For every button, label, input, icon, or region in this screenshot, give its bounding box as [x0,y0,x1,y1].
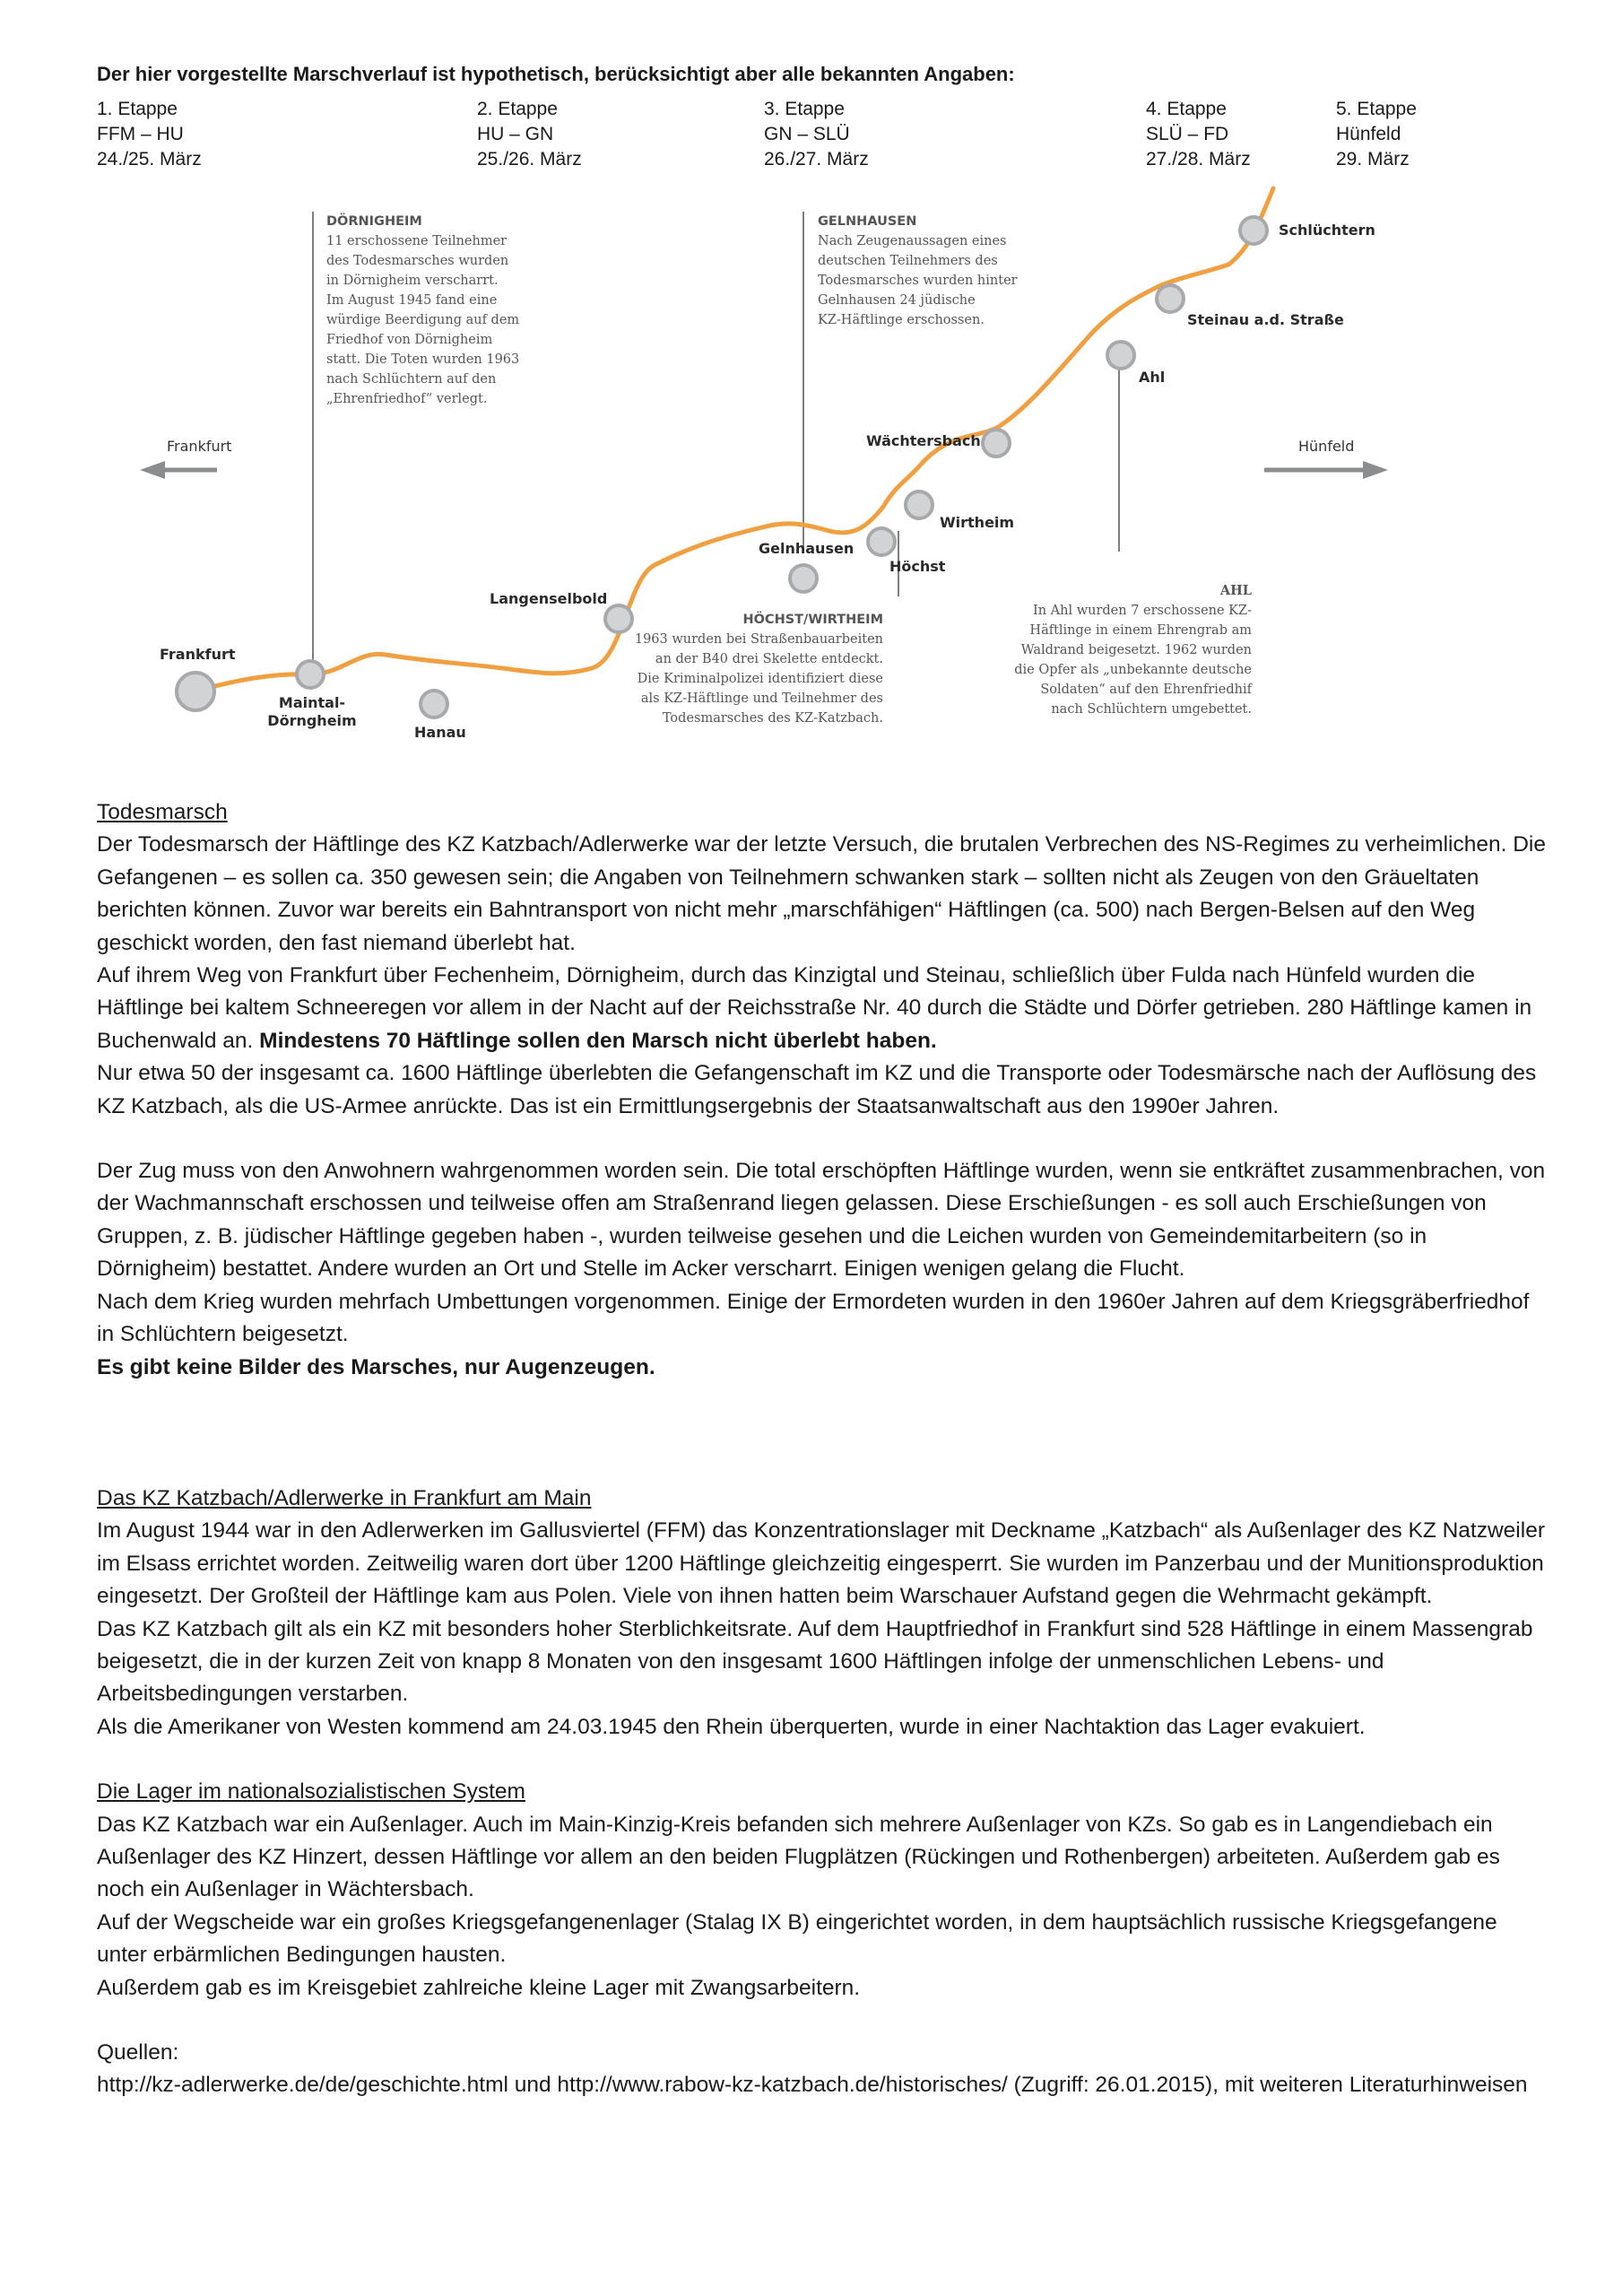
note-line: in Dörnigheim verscharrt. [326,274,499,288]
paragraph: Der Todesmarsch der Häftlinge des KZ Katzbach/Adlerwerke war der letzte Versuch, die brutalen Verbrechen des NS-Regimes zu verheimlichen. Die Gefangenen – es sollen ca. 350 gewesen sein; die Angaben von Teilnehmern schwanken stark – sollten nicht als Zeugen von den Gräueltaten berichten können. Zuvor war bereits ein Bahntransport von nicht mehr „marschfähigen“ Häftlingen (ca. 500) nach Bergen-Belsen auf den Weg geschickt worden, den fast niemand überlebt hat. [97,832,1546,955]
note-line: deutschen Teilnehmers des [818,254,998,268]
note-title: HÖCHST/WIRTHEIM [742,613,883,627]
heading-lager: Die Lager im nationalsozialistischen System [97,1779,525,1805]
place-label-ahl: Ahl [1139,369,1166,386]
stage-name: 5. Etappe [1336,99,1417,119]
stage-route: FFM – HU [97,124,184,144]
place-label-steinau: Steinau a.d. Straße [1187,311,1344,328]
sources-text: http://kz-adlerwerke.de/de/geschichte.html und http://www.rabow-kz-katzbach.de/historisches/ (Zugriff: 26.01.2015), mit weiteren Literaturhinweisen [97,2073,1528,2098]
stage-3 [764,97,869,172]
place-label-wirtheim: Wirtheim [940,514,1015,531]
heading-todesmarsch: Todesmarsch [97,800,228,824]
station-schluechtern [1240,217,1267,244]
stage-route: SLÜ – FD [1146,124,1229,144]
stage-date: 29. März [1336,149,1410,170]
paragraph: Nur etwa 50 der insgesamt ca. 1600 Häftlinge überlebten die Gefangenschaft im KZ und die Transporte oder Todesmärsche nach der Auflösung des KZ Katzbach, als die US-Armee anrückte. Das ist ein Ermittlungsergebnis der Staatsanwaltschaft aus den 1990er Jahren. [97,1061,1537,1118]
note-line: „Ehrenfriedhof“ verlegt. [326,392,488,406]
note-line: die Opfer als „unbekannte deutsche [1014,663,1252,677]
place-label-line: Maintal- [278,694,346,711]
note-line: Friedhof von Dörnigheim [326,333,493,347]
station-hanau [421,691,447,718]
note-line: als KZ-Häftlinge und Teilnehmer des [640,691,883,706]
station-ahl [1107,342,1134,369]
place-label-waechtersbach: Wächtersbach [866,432,981,449]
paragraph-bold: Es gibt keine Bilder des Marsches, nur Augenzeugen. [97,1354,655,1379]
paragraph: Der Zug muss von den Anwohnern wahrgenommen worden sein. Die total erschöpften Häftlinge wurden, wenn sie entkräftet zusammenbrachen, von der Wachmannschaft erschossen und teilweise offen am Straßenrand liegen gelassen. Diese Erschießungen - es soll auch Erschießungen von Gruppen, z. B. jüdischer Häftlinge gegeben haben -, wurden teilweise gesehen und die Leichen wurden von Gemeindemitarbeitern (so in Dörnigheim) bestattet. Andere wurden an Ort und Stelle im Acker verscharrt. Einigen wenigen gelang die Flucht. [97,1159,1546,1282]
route-map [0,170,1605,798]
paragraph-bold: Mindestens 70 Häftlinge sollen den Marsch nicht überlebt haben. [259,1028,937,1053]
note-line: würdige Beerdigung auf dem [326,313,520,327]
note-line: statt. Die Toten wurden 1963 [326,352,520,367]
note-line: 11 erschossene Teilnehmer [326,234,508,248]
note-line: nach Schlüchtern auf den [326,372,497,387]
station-maintal [297,661,324,688]
heading-katzbach: Das KZ Katzbach/Adlerwerke in Frankfurt am Main [97,1485,592,1510]
place-label-schluechtern: Schlüchtern [1279,222,1375,239]
station-hoechst [868,528,895,555]
stage-route: Hünfeld [1336,124,1401,144]
paragraph: Auf der Wegscheide war ein großes Kriegsgefangenenlager (Stalag IX B) eingerichtet worden, in dem hauptsächlich russische Kriegsgefangene unter erbärmlichen Bedingungen hausten. [97,1909,1497,1968]
place-label-maintal [267,694,356,730]
paragraph: Außerdem gab es im Kreisgebiet zahlreiche kleine Lager mit Zwangsarbeitern. [97,1975,861,2000]
place-label-gelnhausen: Gelnhausen [759,540,855,557]
direction-right-label: Hünfeld [1298,438,1355,455]
note-ahl [986,581,1252,719]
stage-1 [97,97,202,172]
paragraph [97,960,1549,1057]
heading-quellen: Quellen: [97,2040,179,2065]
note-line: Nach Zeugenaussagen eines [818,234,1007,248]
stage-name: 3. Etappe [764,99,845,119]
note-hoechst [574,610,883,728]
body-text [97,796,1549,2102]
stage-4 [1146,97,1251,172]
stage-date: 25./26. März [477,149,582,170]
paragraph: Nach dem Krieg wurden mehrfach Umbettungen vorgenommen. Einige der Ermordeten wurden in den 1960er Jahren auf dem Kriegsgräberfriedhof in Schlüchtern beigesetzt. [97,1289,1530,1347]
place-label-hanau: Hanau [414,724,466,741]
station-waechtersbach [983,430,1010,457]
note-line: Die Kriminalpolizei identifiziert diese [637,672,883,686]
note-line: Soldaten“ auf den Ehrenfriedhif [1040,683,1252,697]
note-line: Häftlinge in einem Ehrengrab am [1029,623,1252,638]
stage-date: 24./25. März [97,149,202,170]
note-line: des Todesmarsches wurden [326,254,509,268]
paragraph: Das KZ Katzbach gilt als ein KZ mit besonders hoher Sterblichkeitsrate. Auf dem Hauptfriedhof in Frankfurt sind 528 Häftlinge in einem Massengrab beigesetzt, die in der kurzen Zeit von knapp 8 Monaten von den insgesamt 1600 Häftlingen infolge der unmenschlichen Lebens- und Arbeitsbedingungen verstarben. [97,1616,1533,1707]
note-title: DÖRNIGHEIM [326,214,422,229]
paragraph: Im August 1944 war in den Adlerwerken im Gallusviertel (FFM) das Konzentrationslager mit Deckname „Katzbach“ als Außenlager des KZ Natzweiler im Elsass errichtet worden. Zeitweilig waren dort über 1200 Häftlinge gleichzeitig eingesperrt. Sie wurden im Panzerbau und der Munitionsproduktion eingesetzt. Der Großteil der Häftlinge kam aus Polen. Viele von ihnen hatten beim Warschauer Aufstand gegen die Wehrmacht gekämpft. [97,1518,1545,1609]
note-line: Im August 1945 fand eine [326,293,498,308]
note-gelnhausen [818,212,1018,330]
place-label-frankfurt: Frankfurt [160,646,236,663]
place-label-line: Dörngheim [267,712,357,729]
station-steinau [1157,285,1184,312]
stage-2 [477,97,582,172]
note-line: In Ahl wurden 7 erschossene KZ- [1032,604,1252,618]
paragraph: Das KZ Katzbach war ein Außenlager. Auch im Main-Kinzig-Kreis befanden sich mehrere Außenlager von KZs. So gab es in Langendiebach ein Außenlager des KZ Hinzert, dessen Häftlinge vor allem an den beiden Flugplätzen (Rückingen und Rothenbergen) arbeiteten. Außerdem gab es noch ein Außenlager in Wächtersbach. [97,1812,1500,1902]
stage-date: 27./28. März [1146,149,1251,170]
stage-list [0,97,1605,178]
arrow-left-icon [140,461,217,479]
intro-text: Der hier vorgestellte Marschverlauf ist hypothetisch, berücksichtigt aber alle bekannten Angaben: [97,63,1015,85]
station-gelnhausen [790,565,817,592]
paragraph: Als die Amerikaner von Westen kommend am 24.03.1945 den Rhein überquerten, wurde in einer Nachtaktion das Lager evakuiert. [97,1714,1366,1739]
note-line: Waldrand beigesetzt. 1962 wurden [1020,643,1252,657]
place-label-hoechst: Höchst [889,558,946,575]
paragraph-text: Auf ihrem Weg von Frankfurt über Fechenheim, Dörnigheim, durch das Kinzigtal und Steinau, schließlich über Fulda nach Hünfeld wurden die Häftlinge bei kaltem Schneeregen vor allem in der Nacht auf der Reichsstraße Nr. 40 durch die Städte und Dörfer getrieben. 280 Häftlinge kamen in Buchenwald an. [97,963,1532,1053]
stage-route: GN – SLÜ [764,124,850,144]
stage-route: HU – GN [477,124,554,144]
station-wirtheim [906,491,933,518]
note-title: AHL [1219,583,1252,598]
stage-name: 1. Etappe [97,99,178,119]
note-title: GELNHAUSEN [818,214,917,229]
stage-name: 2. Etappe [477,99,558,119]
note-line: Todesmarsches wurden hinter [818,274,1018,288]
stage-name: 4. Etappe [1146,99,1227,119]
note-line: Todesmarsches des KZ-Katzbach. [662,711,883,726]
stage-date: 26./27. März [764,149,869,170]
note-line: nach Schlüchtern umgebettet. [1051,702,1252,717]
place-label-langenselbold: Langenselbold [490,590,608,607]
note-line: an der B40 drei Skelette entdeckt. [655,652,883,666]
stage-5 [1336,97,1417,172]
station-frankfurt [177,673,214,710]
arrow-right-icon [1264,461,1388,479]
note-line: 1963 wurden bei Straßenbauarbeiten [634,632,883,647]
note-doernigheim [326,212,519,409]
note-line: Gelnhausen 24 jüdische [818,293,976,308]
note-line: KZ-Häftlinge erschossen. [818,313,985,327]
direction-left-label: Frankfurt [167,438,232,455]
